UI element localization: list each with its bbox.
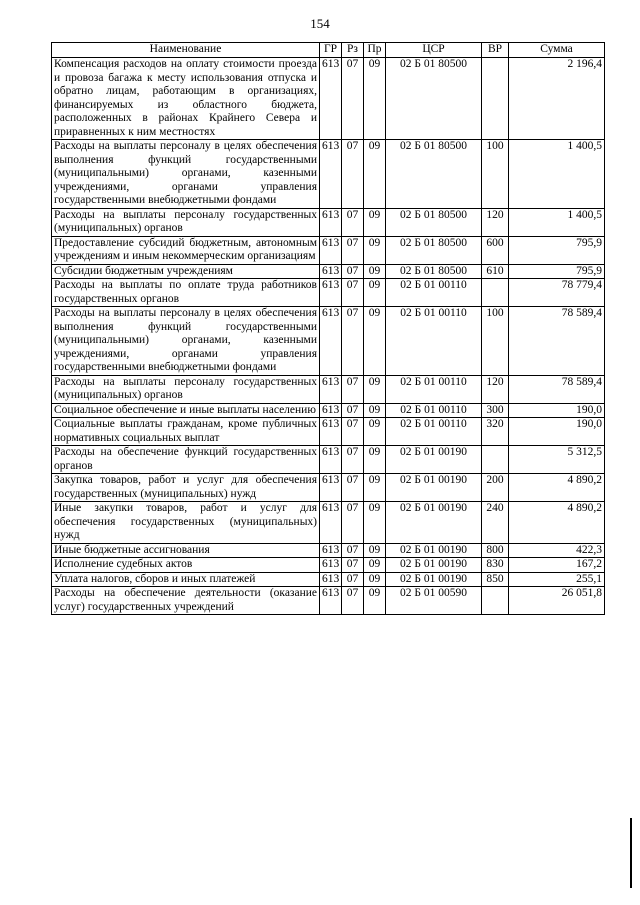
- cell-rz: 07: [342, 418, 364, 446]
- cell-gr: 613: [320, 140, 342, 209]
- cell-rz: 07: [342, 474, 364, 502]
- cell-pr: 09: [364, 446, 386, 474]
- cell-name: Уплата налогов, сборов и иных платежей: [52, 572, 320, 587]
- cell-pr: 09: [364, 307, 386, 376]
- header-csr: ЦСР: [386, 43, 482, 58]
- cell-sum: 190,0: [509, 403, 605, 418]
- cell-name: Субсидии бюджетным учреждениям: [52, 264, 320, 279]
- header-row: [52, 43, 605, 58]
- cell-name: Расходы на выплаты персоналу государственных (муниципальных) органов: [52, 375, 320, 403]
- cell-gr: 613: [320, 572, 342, 587]
- table-row: [52, 558, 605, 573]
- cell-pr: 09: [364, 264, 386, 279]
- cell-vr: 120: [482, 208, 509, 236]
- header-rz: Рз: [342, 43, 364, 58]
- cell-rz: 07: [342, 264, 364, 279]
- cell-gr: 613: [320, 558, 342, 573]
- cell-vr: [482, 446, 509, 474]
- cell-gr: 613: [320, 403, 342, 418]
- scan-edge-mark: [630, 818, 632, 888]
- cell-rz: 07: [342, 502, 364, 544]
- table-row: [52, 307, 605, 376]
- table-row: [52, 264, 605, 279]
- cell-gr: 613: [320, 58, 342, 140]
- cell-sum: 795,9: [509, 264, 605, 279]
- cell-csr: 02 Б 01 80500: [386, 264, 482, 279]
- cell-gr: 613: [320, 446, 342, 474]
- cell-vr: 610: [482, 264, 509, 279]
- cell-sum: 795,9: [509, 236, 605, 264]
- cell-gr: 613: [320, 502, 342, 544]
- cell-gr: 613: [320, 474, 342, 502]
- cell-name: Компенсация расходов на оплату стоимости проезда и провоза багажа к месту использования отпуска и обратно лицам, работающим в организациях, финансируемых из областного бюджета, расположенных в районах Крайнего Севера и приравненных к ним местностях: [52, 58, 320, 140]
- table-row: [52, 403, 605, 418]
- cell-name: Иные закупки товаров, работ и услуг для обеспечения государственных (муниципальных) нужд: [52, 502, 320, 544]
- cell-name: Закупка товаров, работ и услуг для обеспечения государственных (муниципальных) нужд: [52, 474, 320, 502]
- table-row: [52, 236, 605, 264]
- cell-vr: 830: [482, 558, 509, 573]
- cell-vr: 100: [482, 140, 509, 209]
- cell-sum: 422,3: [509, 543, 605, 558]
- cell-csr: 02 Б 01 00110: [386, 375, 482, 403]
- table-row: [52, 587, 605, 615]
- cell-csr: 02 Б 01 00190: [386, 558, 482, 573]
- cell-pr: 09: [364, 236, 386, 264]
- cell-vr: 600: [482, 236, 509, 264]
- cell-vr: 100: [482, 307, 509, 376]
- cell-pr: 09: [364, 502, 386, 544]
- cell-pr: 09: [364, 58, 386, 140]
- cell-gr: 613: [320, 375, 342, 403]
- table-row: [52, 543, 605, 558]
- cell-vr: [482, 58, 509, 140]
- cell-gr: 613: [320, 264, 342, 279]
- cell-rz: 07: [342, 543, 364, 558]
- cell-sum: 2 196,4: [509, 58, 605, 140]
- header-name: Наименование: [52, 43, 320, 58]
- cell-sum: 255,1: [509, 572, 605, 587]
- cell-name: Исполнение судебных актов: [52, 558, 320, 573]
- cell-rz: 07: [342, 446, 364, 474]
- table-row: [52, 279, 605, 307]
- header-vr: ВР: [482, 43, 509, 58]
- cell-sum: 78 589,4: [509, 375, 605, 403]
- cell-rz: 07: [342, 236, 364, 264]
- table-row: [52, 572, 605, 587]
- cell-name: Иные бюджетные ассигнования: [52, 543, 320, 558]
- cell-csr: 02 Б 01 00110: [386, 403, 482, 418]
- cell-gr: 613: [320, 418, 342, 446]
- cell-rz: 07: [342, 140, 364, 209]
- cell-sum: 78 779,4: [509, 279, 605, 307]
- cell-name: Предоставление субсидий бюджетным, автономным учреждениям и иным некоммерческим организациям: [52, 236, 320, 264]
- table-row: [52, 474, 605, 502]
- table-row: [52, 58, 605, 140]
- cell-name: Расходы на обеспечение функций государственных органов: [52, 446, 320, 474]
- header-sum: Сумма: [509, 43, 605, 58]
- table-row: [52, 418, 605, 446]
- cell-csr: 02 Б 01 00110: [386, 307, 482, 376]
- cell-sum: 1 400,5: [509, 140, 605, 209]
- cell-csr: 02 Б 01 80500: [386, 236, 482, 264]
- cell-rz: 07: [342, 558, 364, 573]
- cell-csr: 02 Б 01 80500: [386, 208, 482, 236]
- cell-vr: 120: [482, 375, 509, 403]
- cell-rz: 07: [342, 307, 364, 376]
- budget-table: [51, 42, 605, 615]
- cell-csr: 02 Б 01 80500: [386, 58, 482, 140]
- cell-name: Социальное обеспечение и иные выплаты населению: [52, 403, 320, 418]
- cell-name: Расходы на выплаты персоналу государственных (муниципальных) органов: [52, 208, 320, 236]
- cell-csr: 02 Б 01 00590: [386, 587, 482, 615]
- cell-rz: 07: [342, 208, 364, 236]
- cell-vr: [482, 587, 509, 615]
- cell-name: Расходы на выплаты персоналу в целях обеспечения выполнения функций государственными (муниципальными) органами, казенными учреждениями, органами управления государственными внебюджетными фондами: [52, 140, 320, 209]
- cell-pr: 09: [364, 140, 386, 209]
- cell-pr: 09: [364, 587, 386, 615]
- table-row: [52, 208, 605, 236]
- cell-rz: 07: [342, 572, 364, 587]
- cell-pr: 09: [364, 403, 386, 418]
- cell-name: Расходы на выплаты персоналу в целях обеспечения выполнения функций государственными (муниципальными) органами, казенными учреждениями, органами управления государственными внебюджетными фондами: [52, 307, 320, 376]
- cell-pr: 09: [364, 543, 386, 558]
- cell-rz: 07: [342, 279, 364, 307]
- cell-rz: 07: [342, 58, 364, 140]
- cell-gr: 613: [320, 279, 342, 307]
- table-row: [52, 375, 605, 403]
- cell-pr: 09: [364, 375, 386, 403]
- header-gr: ГР: [320, 43, 342, 58]
- table-row: [52, 446, 605, 474]
- table-body: [52, 58, 605, 615]
- cell-vr: 800: [482, 543, 509, 558]
- cell-gr: 613: [320, 208, 342, 236]
- cell-sum: 26 051,8: [509, 587, 605, 615]
- cell-pr: 09: [364, 474, 386, 502]
- cell-vr: 850: [482, 572, 509, 587]
- cell-csr: 02 Б 01 00190: [386, 543, 482, 558]
- cell-vr: 320: [482, 418, 509, 446]
- cell-gr: 613: [320, 543, 342, 558]
- cell-rz: 07: [342, 587, 364, 615]
- cell-rz: 07: [342, 403, 364, 418]
- cell-csr: 02 Б 01 00110: [386, 418, 482, 446]
- cell-sum: 190,0: [509, 418, 605, 446]
- cell-gr: 613: [320, 307, 342, 376]
- cell-sum: 4 890,2: [509, 502, 605, 544]
- cell-pr: 09: [364, 279, 386, 307]
- cell-csr: 02 Б 01 00190: [386, 502, 482, 544]
- cell-csr: 02 Б 01 00190: [386, 446, 482, 474]
- cell-vr: 240: [482, 502, 509, 544]
- cell-sum: 5 312,5: [509, 446, 605, 474]
- cell-pr: 09: [364, 572, 386, 587]
- cell-csr: 02 Б 01 00110: [386, 279, 482, 307]
- cell-pr: 09: [364, 208, 386, 236]
- cell-rz: 07: [342, 375, 364, 403]
- cell-csr: 02 Б 01 80500: [386, 140, 482, 209]
- cell-vr: [482, 279, 509, 307]
- page-number: 154: [310, 16, 330, 31]
- cell-name: Социальные выплаты гражданам, кроме публичных нормативных социальных выплат: [52, 418, 320, 446]
- table-row: [52, 502, 605, 544]
- cell-gr: 613: [320, 236, 342, 264]
- cell-pr: 09: [364, 558, 386, 573]
- header-pr: Пр: [364, 43, 386, 58]
- cell-csr: 02 Б 01 00190: [386, 572, 482, 587]
- cell-pr: 09: [364, 418, 386, 446]
- cell-gr: 613: [320, 587, 342, 615]
- cell-vr: 300: [482, 403, 509, 418]
- cell-name: Расходы на выплаты по оплате труда работников государственных органов: [52, 279, 320, 307]
- cell-sum: 4 890,2: [509, 474, 605, 502]
- cell-csr: 02 Б 01 00190: [386, 474, 482, 502]
- cell-sum: 167,2: [509, 558, 605, 573]
- table-row: [52, 140, 605, 209]
- cell-vr: 200: [482, 474, 509, 502]
- cell-name: Расходы на обеспечение деятельности (оказание услуг) государственных учреждений: [52, 587, 320, 615]
- cell-sum: 1 400,5: [509, 208, 605, 236]
- cell-sum: 78 589,4: [509, 307, 605, 376]
